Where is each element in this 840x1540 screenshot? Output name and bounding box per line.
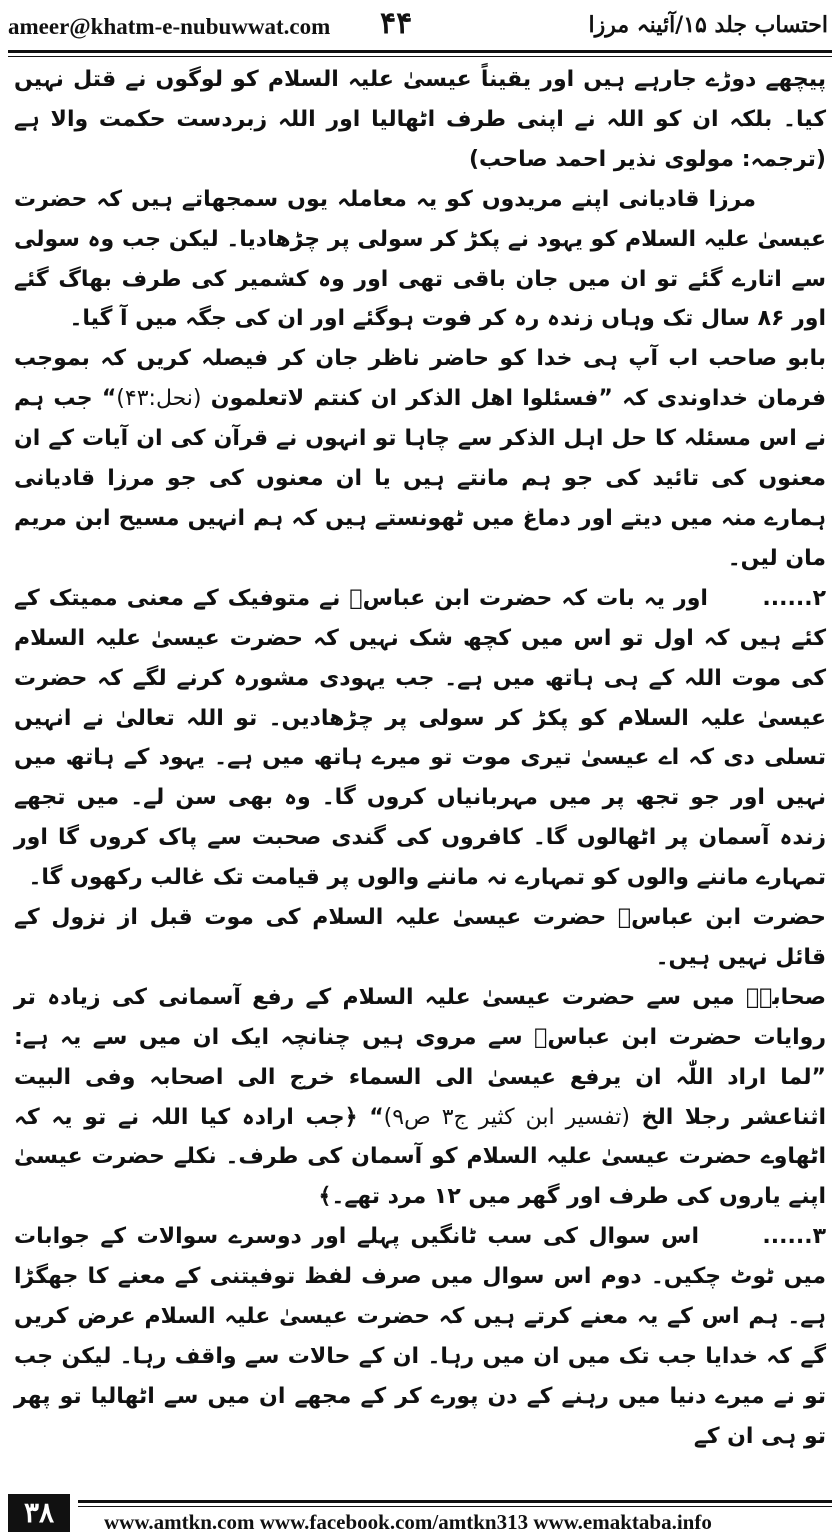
header-page-number: ۴۴ — [380, 6, 413, 41]
citation: (تفسیر ابن کثیر ج۳ ص۹) — [383, 1104, 630, 1130]
footer-urls: www.amtkn.com www.facebook.com/amtkn313 www.emaktaba.info — [104, 1510, 712, 1534]
quran-quote: فسئلوا اھل الذکر ان کنتم لاتعلمون — [210, 386, 599, 412]
paragraph: حضرت ابن عباسؓ حضرت عیسیٰ علیہ السلام کی موت قبل از نزول کے قائل نہیں ہیں۔ — [14, 905, 826, 970]
main-text — [14, 60, 826, 1457]
paragraph-number: ۲...... — [762, 585, 826, 611]
citation: (نحل:۴۳) — [116, 386, 202, 412]
header-email: ameer@khatm-e-nubuwwat.com — [8, 14, 331, 39]
arabic-quote: لما اراد اللّٰہ ان یرفع عیسیٰ الی السماء خرج الی اصحابہ وفی البیت اثناعشر رجلا الخ — [14, 1064, 826, 1130]
paragraph-text: بابو صاحب اب آپ ہی خدا کو حاضر ناظر جان کر فیصلہ کریں کہ بموجب فرمان خداوندی کہ ” — [14, 346, 826, 412]
page-header — [0, 0, 840, 50]
footer-folio: ۳۸ — [8, 1494, 70, 1532]
paragraph — [14, 579, 826, 898]
paragraph-text: اس سوال کی سب ٹانگیں پہلے اور دوسرے سوالات کے جوابات میں ٹوٹ چکیں۔ دوم اس سوال میں صرف لفظ توفیتنی کے معنے کا جھگڑا ہے۔ ہم اس کے یہ معنے کرتے ہیں کہ حضرت عیسیٰ علیہ السلام عرض کریں گے کہ خدایا جب تک میں ان میں رہا۔ ان کے حالات سے واقف رہا۔ لیکن جب تو نے میرے دنیا میں رہنے کے دن پورے کر کے مجھے ان میں سے اٹھالیا تو پھر تو ہی ان کے — [14, 1224, 826, 1449]
paragraph-text: اور یہ بات کہ حضرت ابن عباسؓ نے متوفیک کے معنی ممیتک کے کئے ہیں کہ اول تو اس میں کچھ شک نہیں کہ حضرت عیسیٰ علیہ السلام کی موت اللہ کے ہی ہاتھ میں ہے۔ جب یہودی مشورہ کرنے لگے کہ حضرت عیسیٰ علیہ السلام کو پکڑ کر سولی پر چڑھادیں۔ تو اللہ تعالیٰ نے انہیں تسلی دی کہ اے عیسیٰ تیری موت تو میرے ہاتھ میں ہے۔ یہود کے ہاتھ میں نہیں اور جو تجھ پر میں مہربانیاں کروں گا۔ وہ بھی سن لے۔ میں تجھے زندہ آسمان پر اٹھالوں گا۔ کافروں کی گندی صحبت سے پاک کروں گا اور تمہارے ماننے والوں کو تمہارے نہ ماننے والوں پر قیامت تک غالب رکھوں گا۔ — [14, 585, 826, 891]
paragraph — [14, 339, 826, 578]
paragraph-number: ۳...... — [762, 1224, 826, 1250]
paragraph-text: “ ﴿جب ارادہ کیا اللہ نے تو یہ کہ اٹھاوے حضرت عیسیٰ علیہ السلام کو آسمان کی طرف۔ نکلے حضرت عیسیٰ اپنے یاروں کی طرف اور گھر میں ۱۲ مرد تھے۔﴾ — [14, 1104, 826, 1210]
paragraph-text: صحابہؓ میں سے حضرت عیسیٰ علیہ السلام کے رفع آسمانی کی زیادہ تر روایات حضرت ابن عباسؓ سے مروی ہیں چنانچہ ایک ان میں سے یہ ہے: ” — [14, 984, 826, 1090]
paragraph: مرزا قادیانی اپنے مریدوں کو یہ معاملہ یوں سمجھاتے ہیں کہ حضرت عیسیٰ علیہ السلام کو یہود نے پکڑ کر سولی پر چڑھادیا۔ لیکن جب وہ سولی سے اتارے گئے تو ان میں جان باقی تھی اور وہ کشمیر کی طرف بھاگ گئے اور ۸۶ سال تک وہاں زندہ رہ کر فوت ہوگئے اور ان کی جگہ میں آ گیا۔ — [14, 186, 826, 332]
running-title: احتساب جلد ۱۵/آئینہ مرزا — [588, 12, 828, 38]
footer-rule — [78, 1500, 832, 1507]
paragraph — [14, 978, 826, 1217]
paragraph: پیچھے دوڑے جارہے ہیں اور یقیناً عیسیٰ علیہ السلام کو لوگوں نے قتل نہیں کیا۔ بلکہ ان کو اللہ نے اپنی طرف اٹھالیا اور اللہ زبردست حکمت والا ہے (ترجمہ: مولوی نذیر احمد صاحب) — [14, 67, 826, 172]
page-footer — [8, 1488, 832, 1534]
paragraph-text: “ جب ہم نے اس مسئلہ کا حل اہل الذکر سے چاہا تو انہوں نے قرآن کی ان آیات کے ان معنوں کی تائید کی جو ہم مانتے ہیں یا ان معنوں کی جو مرزا قادیانی ہمارے منہ میں دیتے اور دماغ میں ٹھونستے ہیں کہ ہم انہیں مسیح ابن مریم مان لیں۔ — [14, 386, 826, 571]
header-rule — [8, 50, 832, 57]
paragraph — [14, 1217, 826, 1456]
